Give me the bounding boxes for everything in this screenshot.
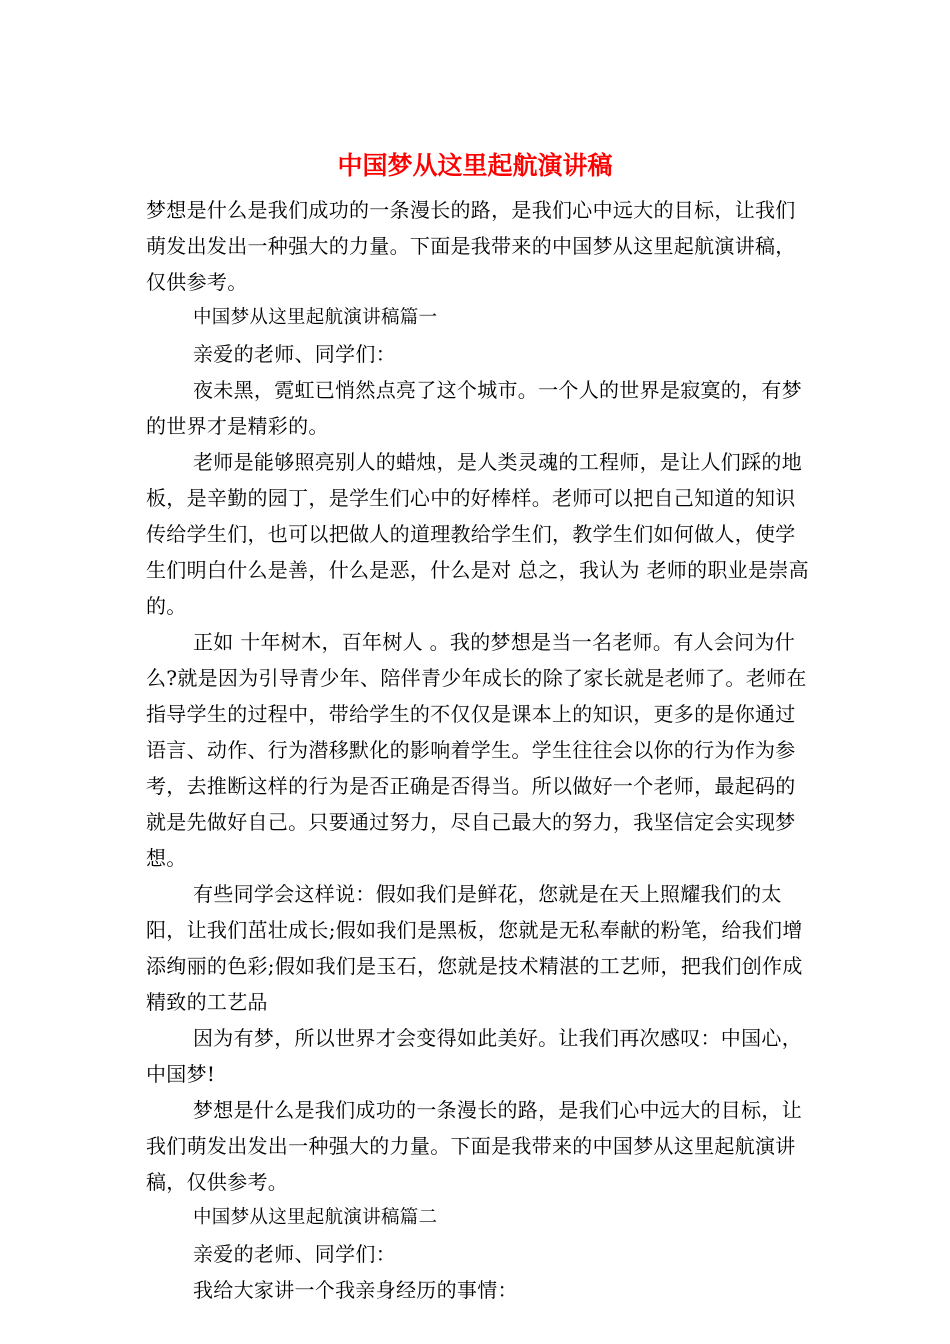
salutation-1: 亲爱的老师、同学们： [193, 342, 396, 366]
section-heading-2: 中国梦从这里起航演讲稿篇二 [193, 1207, 438, 1228]
salutation-2: 亲爱的老师、同学们： [193, 1242, 396, 1266]
body-paragraph: 有些同学会这样说：假如我们是鲜花，您就是在天上照耀我们的太阳，让我们茁壮成长;假如我们是黑板，您就是无私奉献的粉笔，给我们增添绚丽的色彩;假如我们是玉石，您就是技术精湛的工艺师，把我们创作成精致的工艺品 [146, 882, 803, 1014]
body-paragraph: 老师是能够照亮别人的蜡烛，是人类灵魂的工程师，是让人们踩的地板，是辛勤的园丁，是学生们心中的好棒样。老师可以把自己知道的知识传给学生们，也可以把做人的道理教给学生们，教学生们如何做人，使学生们明白什么是善，什么是恶，什么是对 总之，我认为 老师的职业是崇高的。 [146, 450, 809, 618]
document-title: 中国梦从这里起航演讲稿 [337, 151, 613, 180]
document-body [146, 192, 811, 1308]
body-paragraph: 因为有梦，所以世界才会变得如此美好。让我们再次感叹：中国心，中国梦! [146, 1026, 802, 1086]
intro-paragraph: 梦想是什么是我们成功的一条漫长的路，是我们心中远大的目标，让我们萌发出发出一种强大的力量。下面是我带来的中国梦从这里起航演讲稿，仅供参考。 [146, 198, 796, 294]
body-paragraph: 夜未黑，霓虹已悄然点亮了这个城市。一个人的世界是寂寞的，有梦的世界才是精彩的。 [146, 378, 802, 438]
body-paragraph: 正如 十年树木，百年树人 。我的梦想是当一名老师。有人会问为什么?就是因为引导青少年、陪伴青少年成长的除了家长就是老师了。老师在指导学生的过程中，带给学生的不仅仅是课本上的知识，更多的是你通过语言、动作、行为潜移默化的影响着学生。学生往往会以你的行为作为参考，去推断这样的行为是否正确是否得当。所以做好一个老师，最起码的就是先做好自己。只要通过努力，尽自己最大的努力，我坚信定会实现梦想。 [146, 630, 807, 870]
body-paragraph: 我给大家讲一个我亲身经历的事情： [193, 1278, 518, 1302]
section-heading-1: 中国梦从这里起航演讲稿篇一 [193, 307, 438, 328]
body-paragraph: 梦想是什么是我们成功的一条漫长的路，是我们心中远大的目标，让我们萌发出发出一种强大的力量。下面是我带来的中国梦从这里起航演讲稿，仅供参考。 [146, 1098, 802, 1194]
